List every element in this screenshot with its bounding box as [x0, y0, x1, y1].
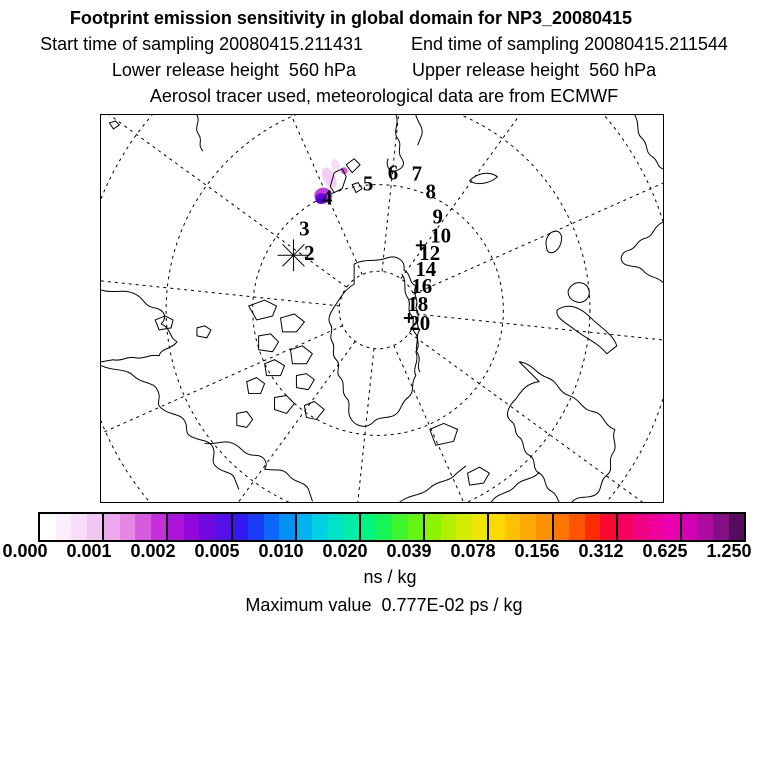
- colorbar-tick-label: 0.005: [194, 541, 240, 561]
- release-heights-row: [0, 60, 768, 80]
- trajectory-number: 10: [430, 223, 452, 248]
- colorbar-cell: [633, 514, 649, 540]
- colorbar-cell: [585, 514, 601, 540]
- colorbar-cell: [408, 514, 424, 540]
- colorbar-cell: [441, 514, 457, 540]
- coastline-path: [259, 334, 279, 352]
- coastline-path: [281, 314, 305, 332]
- colorbar-cell: [505, 514, 521, 540]
- colorbar-cell: [649, 514, 665, 540]
- colorbar: [38, 512, 746, 542]
- colorbar-cell: [248, 514, 264, 540]
- coastline-path: [237, 411, 253, 427]
- colorbar-tick-label: 0.002: [130, 541, 176, 561]
- colorbar-cell: [328, 514, 344, 540]
- colorbar-cell: [600, 514, 616, 540]
- trajectory-number: 6: [387, 160, 399, 185]
- coastline-path: [416, 115, 422, 145]
- trajectory-number: 9: [432, 204, 443, 229]
- coastline-path: [352, 183, 362, 193]
- colorbar-cell: [376, 514, 392, 540]
- colorbar-tick-label: 0.312: [578, 541, 624, 561]
- trajectory-number: 16: [411, 274, 433, 299]
- colorbar-cell: [487, 514, 505, 540]
- colorbar-tick-label: 0.001: [66, 541, 112, 561]
- colorbar-tick-label: 0.020: [322, 541, 368, 561]
- colorbar-cell: [102, 514, 120, 540]
- colorbar-cell: [71, 514, 87, 540]
- coastline-path: [101, 290, 177, 362]
- coastline-path: [275, 396, 295, 414]
- colorbar-cell: [312, 514, 328, 540]
- trajectory-number: 20: [409, 310, 431, 335]
- trajectory-number: 18: [407, 291, 429, 316]
- colorbar-cell: [120, 514, 136, 540]
- colorbar-cell: [536, 514, 552, 540]
- colorbar-tick-label: 1.250: [706, 541, 752, 561]
- figure-title: Footprint emission sensitivity in global domain for NP3_20080415: [69, 8, 633, 28]
- polar-map-svg: [101, 115, 663, 502]
- upper-release-text: Upper release height 560 hPa: [412, 60, 657, 80]
- coastline-path: [290, 346, 312, 364]
- tracer-info-text: Aerosol tracer used, meteorological data are from ECMWF: [149, 86, 619, 106]
- colorbar-tick-label: 0.078: [450, 541, 496, 561]
- colorbar-cell: [520, 514, 536, 540]
- colorbar-cell: [231, 514, 249, 540]
- sampling-times-row: [0, 34, 768, 54]
- colorbar-cell: [392, 514, 408, 540]
- coastline-path: [296, 374, 314, 390]
- colorbar-cell: [151, 514, 167, 540]
- coastline-path: [247, 378, 265, 394]
- coastlines: [101, 115, 662, 502]
- start-time-text: Start time of sampling 20080415.211431: [40, 34, 363, 54]
- colorbar-tick-label: 0.039: [386, 541, 432, 561]
- coastline-path: [265, 360, 285, 376]
- colorbar-cell: [729, 514, 745, 540]
- coastline-path: [470, 173, 498, 183]
- trajectory-number: 8: [425, 179, 436, 204]
- coastline-path: [329, 257, 420, 426]
- colorbar-tick-label: 0.625: [642, 541, 688, 561]
- lower-release-text: Lower release height 560 hPa: [111, 60, 356, 80]
- coastline-path: [568, 283, 589, 303]
- coastline-path: [249, 300, 277, 320]
- colorbar-cell: [199, 514, 215, 540]
- colorbar-cell: [184, 514, 200, 540]
- colorbar-cell: [456, 514, 472, 540]
- colorbar-cell: [166, 514, 184, 540]
- coastline-path: [205, 442, 312, 501]
- colorbar-cell: [295, 514, 313, 540]
- colorbar-cell: [664, 514, 680, 540]
- colorbar-tick-label: 0.010: [258, 541, 304, 561]
- colorbar-cell: [264, 514, 280, 540]
- colorbar-cell: [87, 514, 103, 540]
- colorbar-cell: [552, 514, 570, 540]
- colorbar-cell: [472, 514, 488, 540]
- colorbar-tick-label: 0.000: [2, 541, 48, 561]
- coastline-path: [101, 366, 238, 489]
- map-panel: [100, 114, 664, 503]
- coastline-path: [304, 402, 324, 420]
- coastline-path: [621, 222, 662, 282]
- trajectory-number: 3: [299, 216, 310, 241]
- coastline-path: [197, 115, 203, 151]
- footprint-patch: [329, 158, 341, 172]
- trajectory-number: 7: [411, 161, 423, 186]
- coastline-path: [197, 326, 211, 338]
- colorbar-cell: [359, 514, 377, 540]
- max-value-label: Maximum value 0.777E-02 ps / kg: [245, 595, 523, 615]
- coastline-path: [635, 115, 663, 169]
- trajectory-number: 14: [415, 257, 437, 282]
- coastline-path: [491, 472, 539, 502]
- colorbar-tick-labels: [2, 541, 752, 561]
- coastline-path: [400, 466, 466, 502]
- colorbar-cell: [616, 514, 634, 540]
- trajectory-number: 5: [362, 171, 374, 196]
- trajectory-number: 12: [419, 241, 441, 266]
- colorbar-cell: [697, 514, 713, 540]
- coastline-path: [468, 467, 490, 485]
- colorbar-cell: [569, 514, 585, 540]
- trajectory-hour-labels: [299, 161, 451, 335]
- colorbar-tick-label: 0.156: [514, 541, 560, 561]
- colorbar-cell: [56, 514, 72, 540]
- colorbar-cell: [423, 514, 441, 540]
- colorbar-cell: [40, 514, 56, 540]
- trajectory-number: 2: [304, 241, 315, 266]
- end-time-text: End time of sampling 20080415.211544: [410, 34, 728, 54]
- colorbar-cell: [215, 514, 231, 540]
- coastline-path: [346, 159, 360, 173]
- colorbar-cell: [343, 514, 359, 540]
- coastline-path: [109, 121, 119, 129]
- colorbar-cell: [135, 514, 151, 540]
- trajectory-number: 4: [322, 185, 333, 210]
- colorbar-unit-label: ns / kg: [363, 567, 417, 587]
- colorbar-cell: [713, 514, 729, 540]
- colorbar-cell: [279, 514, 295, 540]
- colorbar-cell: [680, 514, 698, 540]
